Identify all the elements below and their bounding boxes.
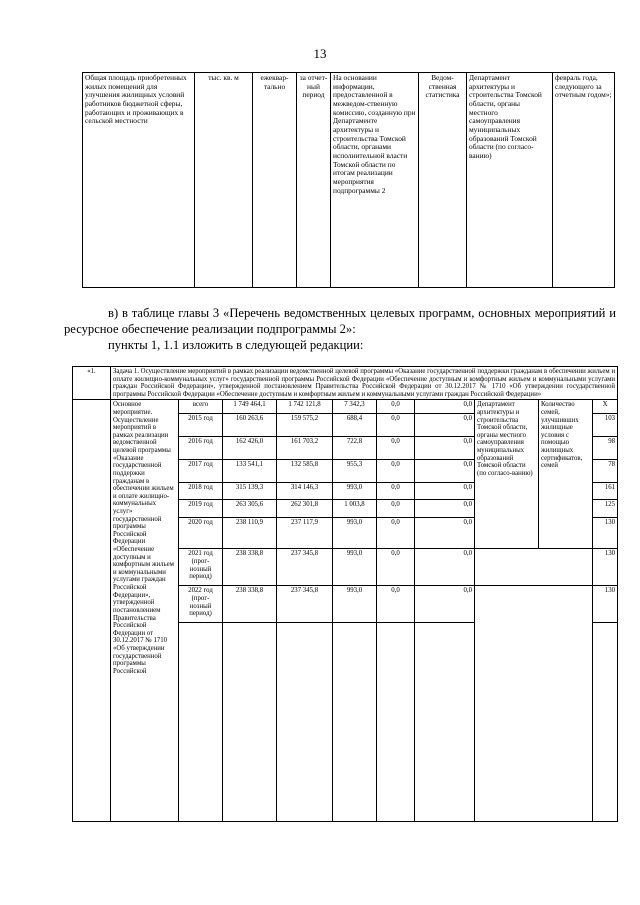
- total-cell: 263 305,6: [223, 500, 277, 518]
- total-cell: 133 541,1: [223, 460, 277, 483]
- federal-cell: 314 146,3: [277, 483, 333, 500]
- other-cell: 0,0: [415, 400, 475, 414]
- table-row: [83, 73, 615, 288]
- empty-cell: [415, 623, 475, 822]
- deadline-cell: февраль года, следующего за отчетным годом»;: [553, 73, 615, 288]
- regional-cell: 993,0: [333, 549, 377, 586]
- regional-cell: 1 003,8: [333, 500, 377, 518]
- indicator-value-cell: 130: [593, 549, 618, 586]
- task-row: [73, 367, 618, 400]
- total-cell: 160 263,6: [223, 414, 277, 437]
- local-cell: 0,0: [377, 414, 415, 437]
- other-cell: 0,0: [415, 586, 475, 623]
- total-cell: 1 749 464,1: [223, 400, 277, 414]
- empty-cell: [223, 623, 277, 822]
- federal-cell: 159 575,2: [277, 414, 333, 437]
- other-cell: 0,0: [415, 414, 475, 437]
- unit-cell: тыс. кв. м: [195, 73, 253, 288]
- indicator-value-cell: 130: [593, 518, 618, 549]
- local-cell: 0,0: [377, 549, 415, 586]
- paragraph-change-table: в) в таблице главы 3 «Перечень ведомственных целевых программ, основных мероприятий и ресурсное обеспечение реализации подпрограммы 2»:: [64, 306, 616, 336]
- indicator-cell: Количество семей, улучшивших жилищные условия с помощью жилищных сертификатов, семей: [539, 400, 593, 549]
- local-cell: 0,0: [377, 400, 415, 414]
- empty-number-cell: [73, 400, 111, 822]
- activity-cell: Основное мероприятие. Осуществление мероприятий в рамках реализации ведомственной целевой программы «Оказание государственной поддержки гражданам в обеспечении жильем и оплате жилищно-коммунальных услуг» государственной программы Российской Федерации «Обеспечение доступным и комфортным жильем и коммунальными услугами граждан Российской Федерации», утвержденной постановлением Правительства Российской Федерации от 30.12.2017 № 1710 «Об утверждении государственной программы Российской: [111, 400, 179, 822]
- year-cell: 2019 год: [179, 500, 223, 518]
- local-cell: 0,0: [377, 437, 415, 460]
- indicator-value-cell: 98: [593, 437, 618, 460]
- indicator-value-cell: 125: [593, 500, 618, 518]
- total-cell: 238 338,8: [223, 586, 277, 623]
- empty-cell: [593, 623, 618, 822]
- resource-table: [72, 366, 618, 822]
- local-cell: 0,0: [377, 460, 415, 483]
- federal-cell: 262 301,8: [277, 500, 333, 518]
- year-cell: 2022 год (прог-нозный период): [179, 586, 223, 623]
- source-cell: Ведом-ственная статистика: [419, 73, 467, 288]
- method-cell: На основании информации, предоставленной в межведом-ственную комиссию, созданную при Департаменте архитектуры и строительства Томской области, органами исполнительной власти Томской области по итогам реализации мероприятия подпрограммы 2: [331, 73, 419, 288]
- regional-cell: 993,0: [333, 483, 377, 500]
- local-cell: 0,0: [377, 500, 415, 518]
- federal-cell: 132 585,8: [277, 460, 333, 483]
- year-cell: 2016 год: [179, 437, 223, 460]
- year-cell: всего: [179, 400, 223, 414]
- total-cell: 238 110,9: [223, 518, 277, 549]
- responsible-cell: Департамент архитектуры и строительства Томской области, органы местного самоуправления муниципальных образований Томской области (по согласо-ванию): [467, 73, 553, 288]
- indicator-value-cell: 161: [593, 483, 618, 500]
- regional-cell: 722,8: [333, 437, 377, 460]
- indicator-value-cell: 103: [593, 414, 618, 437]
- other-cell: 0,0: [415, 518, 475, 549]
- task-cell: Задача 1. Осуществление мероприятий в рамках реализации ведомственной целевой программы «Оказание государственной поддержки гражданам в обеспечении жильем и оплате жилищно-коммунальных услуг» государственной программы Российской Федерации «Обеспечение доступным и комфортным жильем и коммунальными услугами граждан Российской Федерации», утвержденной постановлением Правительства Российской Федерации от 30.12.2017 № 1710 «Об утверждении государственной программы Российской Федерации «Обеспечение доступным и комфортным жильем и коммунальными услугами граждан Российской Федерации»: [111, 367, 618, 400]
- indicator-header-cell: X: [593, 400, 618, 414]
- periodicity-cell: ежеквар-тально: [253, 73, 297, 288]
- indicator-value-cell: 78: [593, 460, 618, 483]
- total-cell: 315 139,3: [223, 483, 277, 500]
- empty-cell: [475, 549, 593, 586]
- year-cell: 2017 год: [179, 460, 223, 483]
- table-row: [73, 400, 618, 414]
- local-cell: 0,0: [377, 483, 415, 500]
- indicator-name-cell: Общая площадь приобретенных жилых помещений для улучшения жилищных условий работников бюджетной сферы, работающих и проживающих в сельской местности: [83, 73, 195, 288]
- other-cell: 0,0: [415, 437, 475, 460]
- regional-cell: 7 342,3: [333, 400, 377, 414]
- regional-cell: 993,0: [333, 586, 377, 623]
- other-cell: 0,0: [415, 460, 475, 483]
- federal-cell: 237 117,9: [277, 518, 333, 549]
- local-cell: 0,0: [377, 518, 415, 549]
- indicator-table: [82, 72, 615, 288]
- local-cell: 0,0: [377, 586, 415, 623]
- year-cell: 2021 год (прог-нозный период): [179, 549, 223, 586]
- year-cell: 2015 год: [179, 414, 223, 437]
- empty-cell: [475, 586, 593, 822]
- other-cell: 0,0: [415, 483, 475, 500]
- year-cell: 2018 год: [179, 483, 223, 500]
- federal-cell: 1 742 121,8: [277, 400, 333, 414]
- regional-cell: 993,0: [333, 518, 377, 549]
- empty-cell: [179, 623, 223, 822]
- empty-cell: [333, 623, 377, 822]
- executor-cell: Департамент архитектуры и строительства Томской области, органы местного самоуправления муниципальных образований Томской области (по согласо-ванию): [475, 400, 539, 549]
- page-number: 13: [313, 46, 327, 61]
- empty-cell: [277, 623, 333, 822]
- other-cell: 0,0: [415, 500, 475, 518]
- regional-cell: 688,4: [333, 414, 377, 437]
- other-cell: 0,0: [415, 549, 475, 586]
- total-cell: 162 426,0: [223, 437, 277, 460]
- paragraph-items: пункты 1, 1.1 изложить в следующей редакции:: [108, 338, 364, 352]
- empty-cell: [377, 623, 415, 822]
- federal-cell: 237 345,8: [277, 549, 333, 586]
- federal-cell: 237 345,8: [277, 586, 333, 623]
- period-cell: за отчет-ный период: [297, 73, 331, 288]
- federal-cell: 161 703,2: [277, 437, 333, 460]
- indicator-value-cell: 130: [593, 586, 618, 623]
- regional-cell: 955,3: [333, 460, 377, 483]
- year-cell: 2020 год: [179, 518, 223, 549]
- total-cell: 238 338,8: [223, 549, 277, 586]
- row-number: «1.: [73, 367, 111, 400]
